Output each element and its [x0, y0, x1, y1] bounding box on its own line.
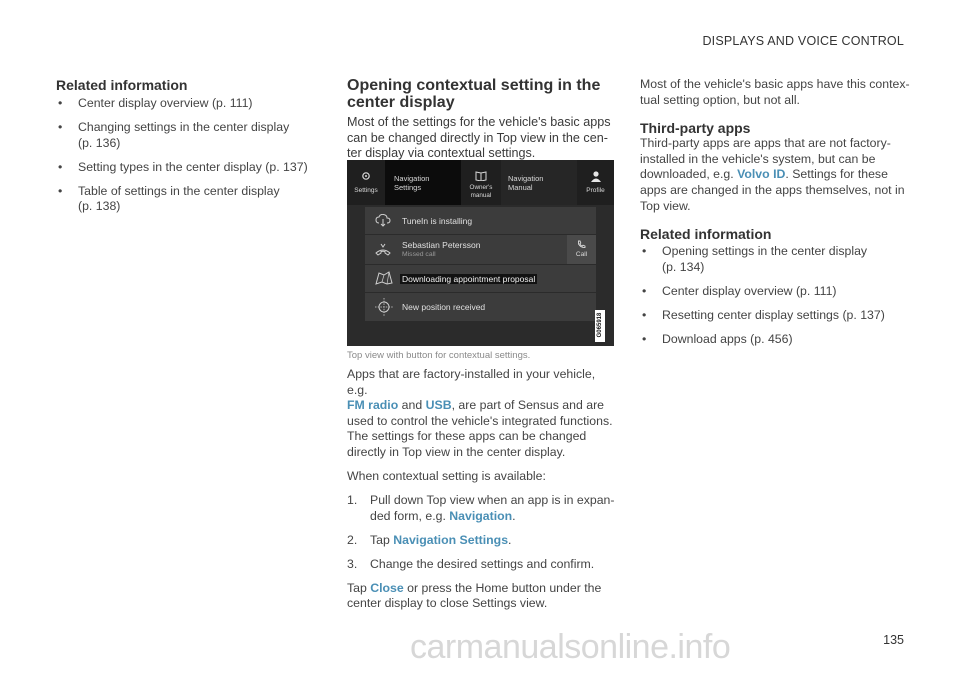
call-button[interactable]: Call	[567, 235, 596, 264]
related-link[interactable]: • Center display overview (p. 111)	[58, 96, 253, 110]
third-party-paragraph: Third-party apps are apps that are not factory- installed in the vehicle's system, but can be downloaded, e.g. Volvo ID. Settings for these apps are changed in the apps themselves, not in Top view.	[640, 136, 905, 213]
figure-caption: Top view with button for contextual settings.	[347, 350, 531, 361]
navigation-settings-button[interactable]: Navigation Settings	[385, 160, 461, 205]
related-information-heading: Related information	[640, 226, 772, 243]
step-item: 3. Change the desired settings and confirm.	[347, 556, 595, 571]
related-information-list	[640, 244, 910, 347]
right-column	[640, 77, 910, 356]
navigation-manual-button[interactable]: Navigation Manual	[501, 160, 577, 205]
close-paragraph: Tap Close or press the Home button under the center display to close Settings view.	[347, 580, 602, 611]
owners-manual-button[interactable]: Owner's manual	[461, 160, 501, 205]
gps-position-icon	[375, 298, 393, 316]
map-icon	[375, 271, 393, 285]
notification-row[interactable]: Sebastian Petersson Missed call Call	[365, 235, 596, 264]
related-link[interactable]: • Center display overview (p. 111)	[642, 283, 837, 298]
basic-apps-paragraph: Most of the vehicle's basic apps have this contex- tual setting option, but not all.	[640, 77, 910, 107]
missed-call-icon	[375, 243, 391, 256]
figure-code: G065918	[595, 310, 605, 342]
left-column	[56, 77, 316, 223]
person-icon	[590, 170, 602, 182]
settings-button[interactable]: Settings	[347, 160, 385, 205]
third-party-heading: Third-party apps	[640, 120, 751, 137]
notification-row[interactable]: TuneIn is installing	[365, 207, 596, 234]
book-icon	[475, 171, 487, 181]
intro-paragraph: Most of the settings for the vehicle's basic apps can be changed directly in Top view in the cen- ter display via contextual settings.	[347, 115, 611, 161]
step-item: 1. Pull down Top view when an app is in expan- ded form, e.g. Navigation.	[347, 493, 615, 523]
top-view-bar	[347, 160, 614, 205]
related-information-heading: Related information	[56, 77, 188, 93]
related-link[interactable]: • Opening settings in the center display (p. 134)	[642, 244, 868, 274]
section-heading: Opening contextual setting in the center display	[347, 77, 601, 111]
steps-list	[347, 493, 617, 572]
factory-apps-paragraph: Apps that are factory-installed in your vehicle, e.g. FM radio and USB, are part of Sensus and are used to control the vehicle's integrated functions. The settings for these apps can be changed directly in Top view in the center display.	[347, 367, 613, 459]
middle-column	[347, 77, 617, 162]
center-display-figure	[347, 160, 614, 346]
step-item: 2. Tap Navigation Settings.	[347, 532, 512, 547]
related-link[interactable]: • Changing settings in the center display (p. 136)	[58, 119, 290, 150]
related-link[interactable]: • Table of settings in the center display (p. 138)	[58, 183, 280, 214]
related-link[interactable]: • Resetting center display settings (p. 137)	[642, 307, 885, 322]
download-icon	[375, 214, 391, 227]
section-header: DISPLAYS AND VOICE CONTROL	[702, 34, 904, 48]
when-available-text: When contextual setting is available:	[347, 469, 546, 484]
watermark: carmanualsonline.info	[410, 628, 731, 666]
gear-icon	[360, 170, 372, 182]
phone-icon	[577, 240, 586, 249]
related-link[interactable]: • Setting types in the center display (p. 137)	[58, 159, 308, 174]
page-number: 135	[883, 633, 904, 647]
related-link[interactable]: • Download apps (p. 456)	[642, 331, 793, 346]
related-information-list	[56, 96, 316, 215]
middle-body	[347, 367, 617, 612]
notification-row[interactable]: Downloading appointment proposal	[365, 265, 596, 292]
profile-button[interactable]: Profile	[577, 160, 614, 205]
notification-row[interactable]: New position received	[365, 293, 596, 321]
